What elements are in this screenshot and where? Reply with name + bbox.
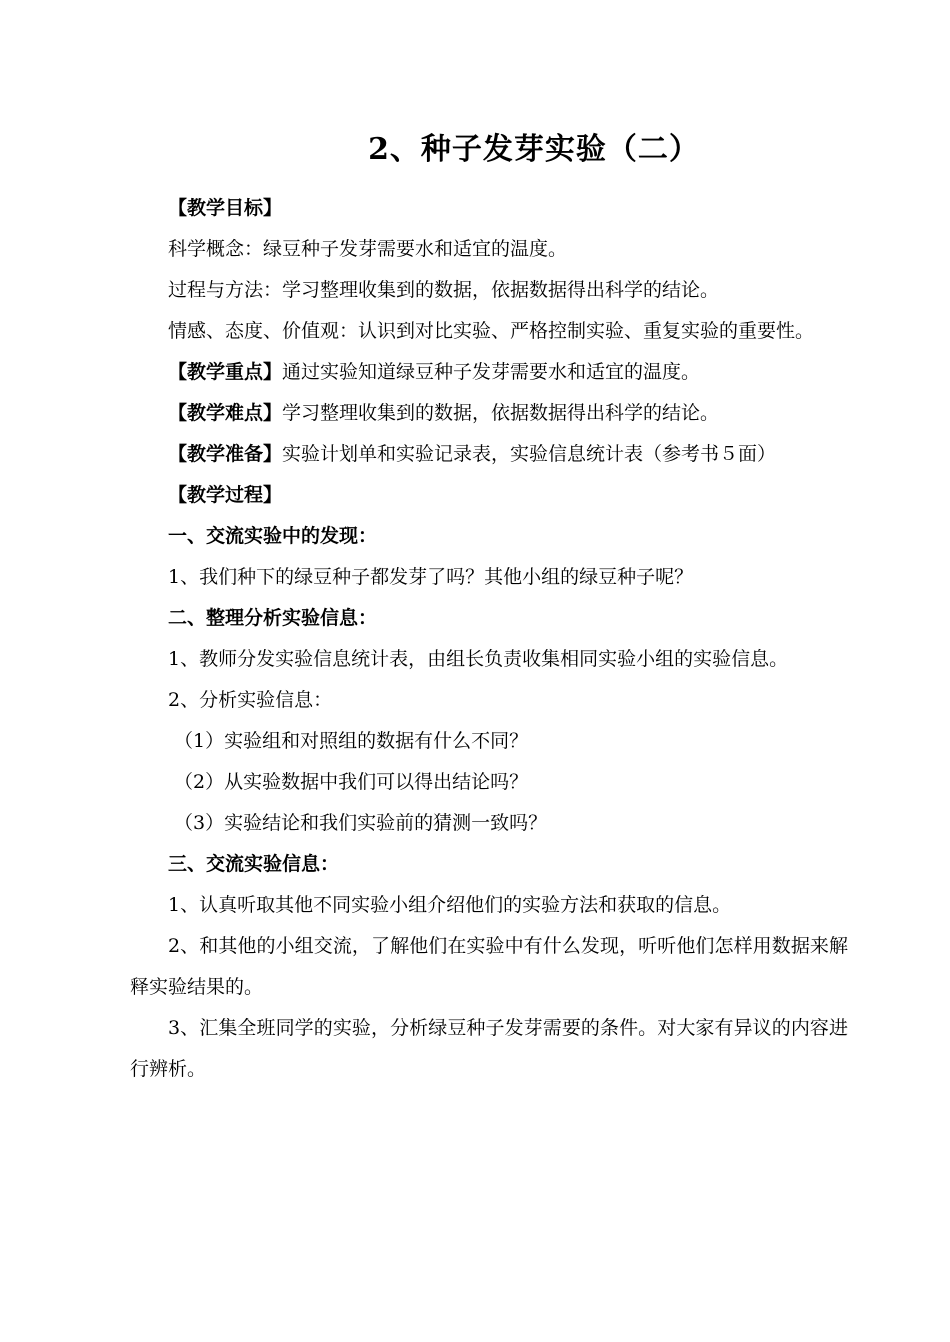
difficulty-label: 【教学难点】 [168,402,283,424]
difficulty-text: 学习整理收集到的数据，依据数据得出科学的结论。 [282,402,720,424]
objective-attitude: 情感、态度、价值观：认识到对比实验、严格控制实验、重复实验的重要性。 [168,320,815,342]
preparation [130,434,848,475]
part2-heading: 二、整理分析实验信息： [168,607,378,629]
difficulty [130,393,848,434]
key-point [130,352,848,393]
part1-item1: 1、我们种下的绿豆种子都发芽了吗？其他小组的绿豆种子呢？ [168,566,694,588]
key-point-label: 【教学重点】 [168,361,283,383]
objective-science: 科学概念：绿豆种子发芽需要水和适宜的温度。 [168,238,568,260]
process-heading: 【教学过程】 [168,484,283,506]
preparation-label: 【教学准备】 [168,443,283,465]
part1-heading: 一、交流实验中的发现： [168,525,378,547]
document-body [130,188,848,1090]
part2-item1: 1、教师分发实验信息统计表，由组长负责收集相同实验小组的实验信息。 [168,648,789,670]
part2-question2: （2）从实验数据中我们可以得出结论吗？ [174,771,529,793]
document-title: 2、种子发芽实验（二） [368,132,700,167]
part3-item3: 3、汇集全班同学的实验，分析绿豆种子发芽需要的条件。对大家有异议的内容进行辨析。 [130,1017,848,1080]
part2-item2: 2、分析实验信息： [168,689,333,711]
part3-item2: 2、和其他的小组交流，了解他们在实验中有什么发现，听听他们怎样用数据来解释实验结果的。 [130,935,848,998]
objective-process: 过程与方法：学习整理收集到的数据，依据数据得出科学的结论。 [168,279,720,301]
preparation-text: 实验计划单和实验记录表，实验信息统计表（参考书５面） [282,443,777,465]
part2-question1: （1）实验组和对照组的数据有什么不同？ [174,730,529,752]
part3-item1: 1、认真听取其他不同实验小组介绍他们的实验方法和获取的信息。 [168,894,732,916]
objectives-heading: 【教学目标】 [168,197,283,219]
part3-heading: 三、交流实验信息： [168,853,340,875]
key-point-text: 通过实验知道绿豆种子发芽需要水和适宜的温度。 [282,361,701,383]
part2-question3: （3）实验结论和我们实验前的猜测一致吗？ [174,812,548,834]
